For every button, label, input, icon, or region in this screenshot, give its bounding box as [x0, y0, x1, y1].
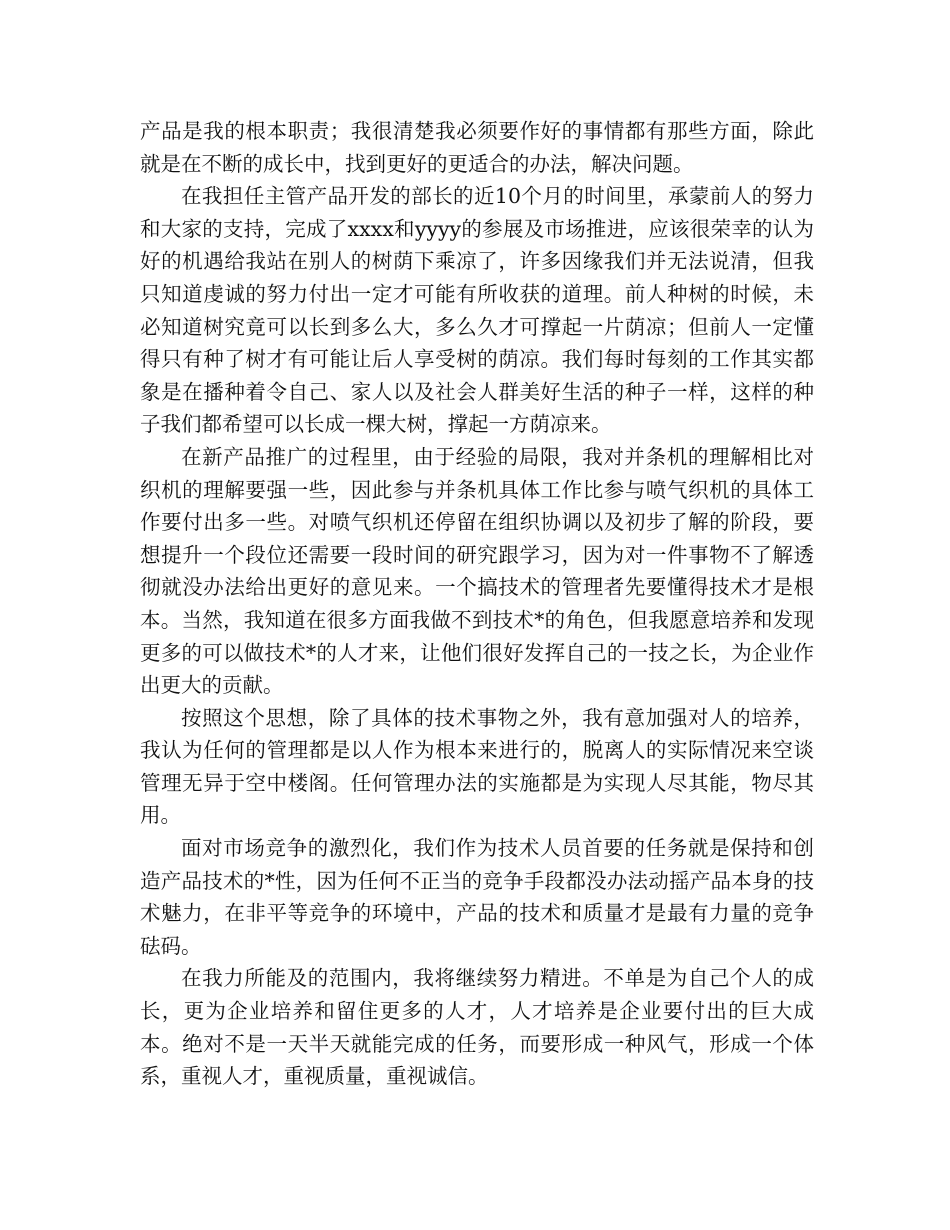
- paragraph-1: 产品是我的根本职责；我很清楚我必须要作好的事情都有那些方面，除此就是在不断的成长中，找到更好的更适合的办法，解决问题。: [140, 119, 814, 176]
- paragraph-3: 在新产品推广的过程里，由于经验的局限，我对并条机的理解相比对织机的理解要强一些，因此参与并条机具体工作比参与喷气织机的具体工作要付出多一些。对喷气织机还停留在组织协调以及初步了解的阶段，要想提升一个段位还需要一段时间的研究跟学习，因为对一件事物不了解透彻就没办法给出更好的意见来。一个搞技术的管理者先要懂得技术才是根本。当然，我知道在很多方面我做不到技术*的角色，但我愿意培养和发现更多的可以做技术*的人才来，让他们很好发挥自己的一技之长，为企业作出更大的贡献。: [140, 444, 814, 698]
- paragraph-4: 按照这个思想，除了具体的技术事物之外，我有意加强对人的培养，我认为任何的管理都是以人作为根本来进行的，脱离人的实际情况来空谈管理无异于空中楼阁。任何管理办法的实施都是为实现人尽其能，物尽其用。: [140, 705, 814, 828]
- paragraph-5: 面对市场竞争的激烈化，我们作为技术人员首要的任务就是保持和创造产品技术的*性，因为任何不正当的竞争手段都没办法动摇产品本身的技术魅力，在非平等竞争的环境中，产品的技术和质量才是最有力量的竞争砝码。: [140, 836, 814, 958]
- document-body: [140, 115, 814, 1093]
- paragraph-6: 在我力所能及的范围内，我将继续努力精进。不单是为自己个人的成长，更为企业培养和留住更多的人才，人才培养是企业要付出的巨大成本。绝对不是一天半天就能完成的任务，而要形成一种风气，形成一个体系，重视人才，重视质量，重视诚信。: [140, 966, 814, 1089]
- paragraph-2: 在我担任主管产品开发的部长的近10个月的时间里，承蒙前人的努力和大家的支持，完成了xxxx和yyyy的参展及市场推进，应该很荣幸的认为好的机遇给我站在别人的树荫下乘凉了，许多因缘我们并无法说清，但我只知道虔诚的努力付出一定才可能有所收获的道理。前人种树的时候，未必知道树究竟可以长到多么大，多么久才可撑起一片荫凉；但前人一定懂得只有种了树才有可能让后人享受树的荫凉。我们每时每刻的工作其实都象是在播种着令自己、家人以及社会人群美好生活的种子一样，这样的种子我们都希望可以长成一棵大树，撑起一方荫凉来。: [140, 184, 814, 437]
